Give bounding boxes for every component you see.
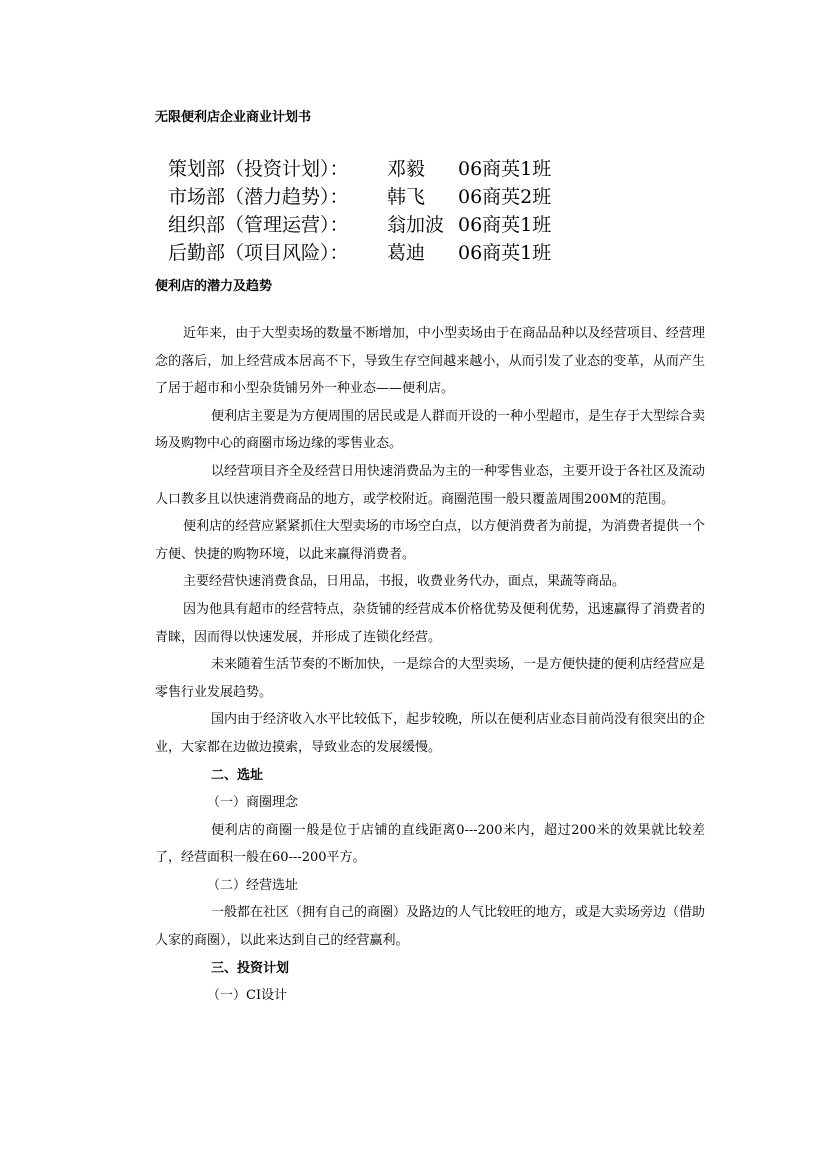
team-dept: 组织部（管理运营）：	[168, 214, 349, 236]
team-member-name: 翁加波	[387, 214, 445, 236]
document-body	[155, 320, 705, 1010]
team-member-name: 韩飞	[387, 186, 426, 208]
team-dept: 市场部（潜力趋势）：	[168, 186, 349, 208]
paragraph: 未来随着生活节奏的不断加快，一是综合的大型卖场，一是方便快捷的便利店经营应是零售行业发展趋势。	[155, 657, 706, 700]
team-row	[0, 239, 827, 267]
paragraph: 近年来，由于大型卖场的数量不断增加，中小型卖场由于在商品品种以及经营项目、经营理念的落后，加上经营成本居高不下，导致生存空间越来越小，从而引发了业态的变革，从而产生了居于超市和小型杂货铺另外一种业态——便利店。	[155, 326, 705, 397]
team-row	[0, 183, 827, 211]
team-member-name: 邓毅	[387, 158, 426, 180]
team-dept: 后勤部（项目风险）：	[168, 242, 349, 264]
team-member-class: 06商英1班	[458, 242, 552, 264]
subsection-heading-trade-area: （一）商圈理念	[207, 795, 299, 811]
subsection-heading-location: （二）经营选址	[207, 877, 299, 893]
paragraph: 主要经营快速消费食品，日用品，书报，收费业务代办，面点，果蔬等商品。	[183, 574, 626, 590]
team-member-class: 06商英2班	[458, 186, 552, 208]
team-dept: 策划部（投资计划）：	[168, 158, 349, 180]
team-member-name: 葛迪	[387, 242, 426, 264]
team-list	[0, 155, 827, 267]
paragraph: 便利店的经营应紧紧抓住大型卖场的市场空白点，以方便消费者为前提，为消费者提供一个方便、快捷的购物环境，以此来赢得消费者。	[155, 519, 705, 562]
team-row	[0, 155, 827, 183]
team-member-class: 06商英1班	[458, 214, 552, 236]
paragraph: 因为他具有超市的经营特点，杂货铺的经营成本价格优势及便利优势，迅速赢得了消费者的青睐，因而得以快速发展，并形成了连锁化经营。	[155, 601, 705, 645]
paragraph: 一般都在社区（拥有自己的商圈）及路边的人气比较旺的地方，或是大卖场旁边（借助人家的商圈），以此来达到自己的经营赢利。	[155, 905, 706, 949]
document-title: 无限便利店企业商业计划书	[155, 110, 312, 125]
paragraph: 便利店主要是为方便周围的居民或是人群而开设的一种小型超市，是生存于大型综合卖场及购物中心的商圈市场边缘的零售业态。	[155, 408, 706, 452]
paragraph: 国内由于经济收入水平比较低下，起步较晚，所以在便利店业态目前尚没有很突出的企业，大家都在边做边摸索，导致业态的发展缓慢。	[155, 712, 706, 755]
paragraph: 便利店的商圈一般是位于店铺的直线距离0---200米内，超过200米的效果就比较差了，经营面积一般在60---200平方。	[155, 822, 705, 866]
subsection-heading-ci-design: （一）CI设计	[207, 988, 288, 1004]
section-title-potential: 便利店的潜力及趋势	[155, 279, 273, 294]
paragraph: 以经营项目齐全及经营日用快速消费品为主的一种零售业态，主要开设于各社区及流动人口教多且以快速消费商品的地方，或学校附近。商圈范围一般只覆盖周围200M的范围。	[155, 463, 706, 507]
team-member-class: 06商英1班	[458, 158, 552, 180]
section-heading-investment-plan: 三、投资计划	[211, 960, 290, 976]
team-row	[0, 211, 827, 239]
section-heading-site-selection: 二、选址	[211, 767, 264, 783]
